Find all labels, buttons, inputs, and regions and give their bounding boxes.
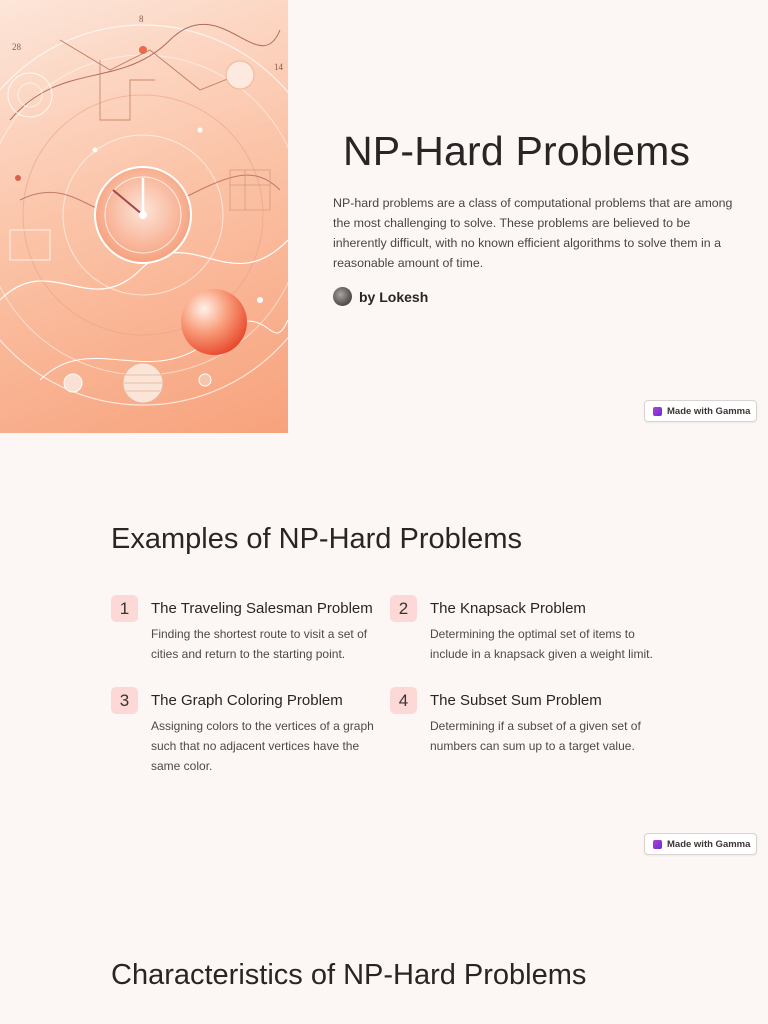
intro-paragraph: NP-hard problems are a class of computational problems that are among the most challenging to solve. These problems are believed to be inherently difficult, with no known efficient algorithms to solve them in a reasonable amount of time. (333, 196, 733, 270)
example-card (390, 687, 660, 767)
page-title: NP-Hard Problems (343, 128, 691, 174)
example-title: The Graph Coloring Problem (151, 692, 343, 709)
gamma-logo-icon (653, 840, 662, 849)
made-with-gamma-badge[interactable] (644, 833, 757, 855)
example-card (390, 595, 660, 675)
example-number: 2 (390, 595, 417, 622)
art-label: 8 (139, 14, 144, 24)
badge-label: Made with Gamma (667, 405, 751, 417)
example-title: The Subset Sum Problem (430, 692, 602, 709)
made-with-gamma-badge[interactable] (644, 400, 757, 422)
example-title: The Knapsack Problem (430, 600, 586, 617)
example-number: 1 (111, 595, 138, 622)
example-title: The Traveling Salesman Problem (151, 600, 373, 617)
characteristics-section-title: Characteristics of NP-Hard Problems (111, 959, 587, 991)
hero-illustration (0, 0, 288, 433)
gamma-logo-icon (653, 407, 662, 416)
art-label: 14 (274, 62, 283, 72)
author-name: by Lokesh (359, 288, 429, 305)
art-label: 28 (12, 42, 21, 52)
example-card (111, 595, 381, 675)
example-description: Finding the shortest route to visit a set of cities and return to the starting point. (151, 627, 368, 661)
example-number: 3 (111, 687, 138, 714)
example-description: Assigning colors to the vertices of a graph such that no adjacent vertices have the same color. (151, 719, 374, 773)
avatar (333, 287, 352, 306)
abstract-clock-graph-illustration (0, 0, 288, 433)
examples-section-title: Examples of NP-Hard Problems (111, 523, 522, 555)
example-card (111, 687, 381, 787)
example-description: Determining the optimal set of items to include in a knapsack given a weight limit. (430, 627, 653, 661)
example-description: Determining if a subset of a given set of numbers can sum up to a target value. (430, 719, 641, 753)
author-byline (333, 287, 428, 306)
badge-label: Made with Gamma (667, 838, 751, 850)
example-number: 4 (390, 687, 417, 714)
